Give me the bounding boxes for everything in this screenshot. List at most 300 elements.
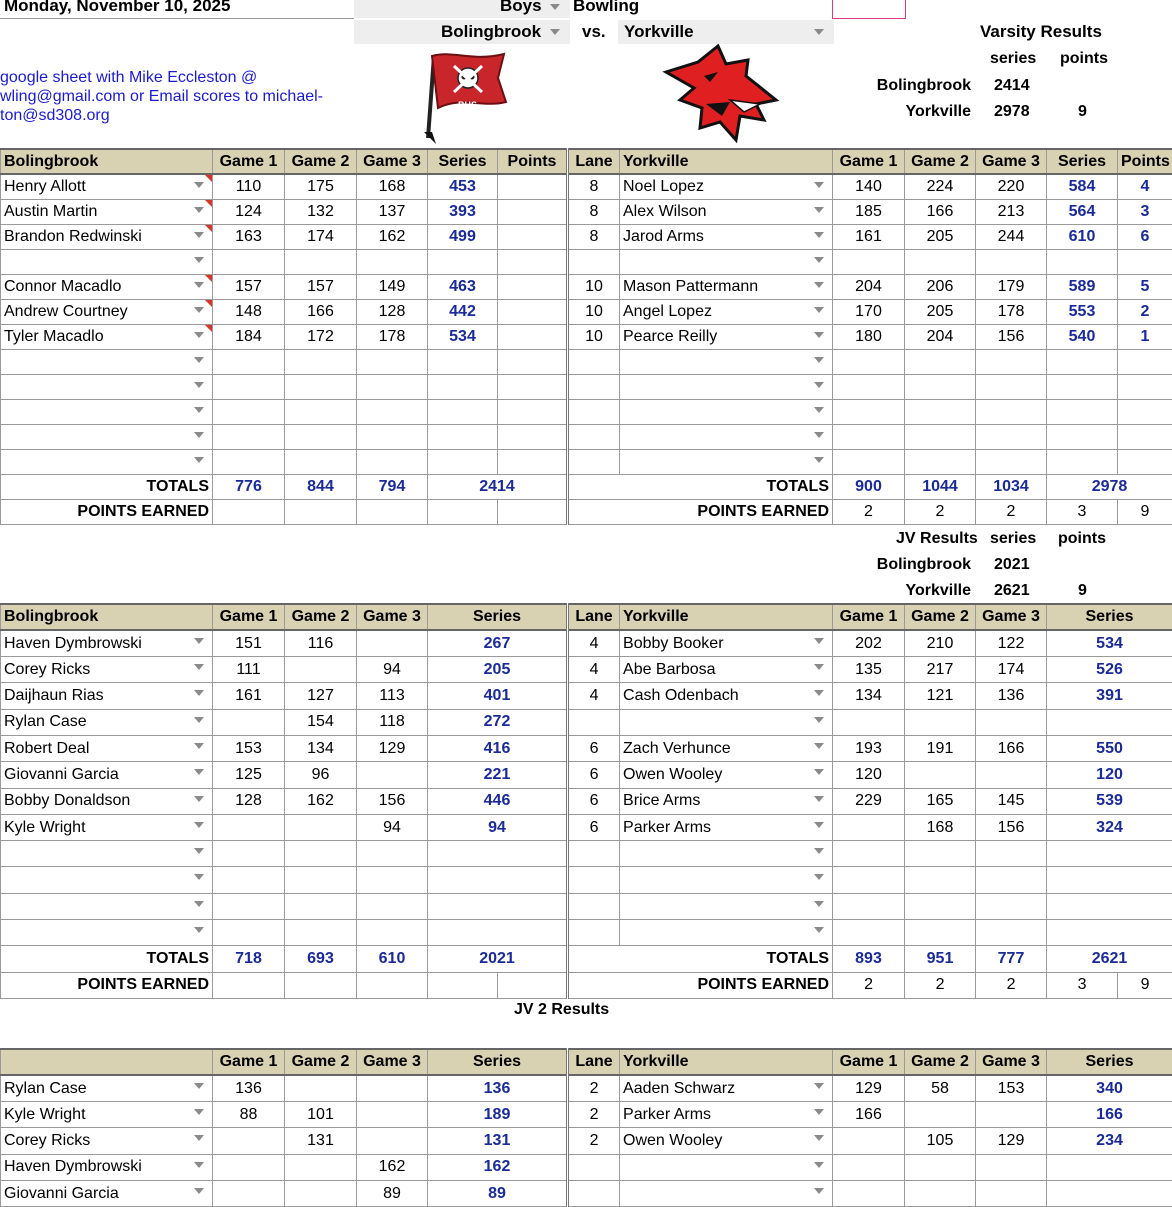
home-game1-cell[interactable] — [213, 735, 285, 761]
away-bowler-select[interactable] — [620, 249, 833, 274]
chevron-down-icon[interactable] — [194, 407, 204, 413]
home-game3-cell[interactable] — [357, 324, 428, 349]
chevron-down-icon[interactable] — [194, 332, 204, 338]
pink-cell[interactable] — [832, 0, 906, 19]
away-game1-cell[interactable] — [833, 762, 905, 788]
home-series-cell[interactable] — [428, 841, 568, 867]
away-game3-cell[interactable] — [976, 324, 1047, 349]
away-bowler-select[interactable] — [620, 788, 833, 814]
away-points-cell[interactable] — [1118, 249, 1172, 274]
away-game2-cell[interactable] — [905, 199, 976, 224]
home-game3-cell[interactable] — [357, 449, 428, 474]
chevron-down-icon[interactable] — [814, 1135, 824, 1141]
home-game1-cell[interactable] — [213, 841, 285, 867]
home-series-cell[interactable] — [428, 374, 498, 399]
away-bowler-select[interactable] — [620, 709, 833, 735]
lane-cell[interactable] — [568, 1154, 620, 1180]
away-game3-cell[interactable] — [976, 424, 1047, 449]
away-bowler-select[interactable] — [620, 630, 833, 656]
away-game2-cell[interactable] — [905, 920, 976, 946]
home-series-cell[interactable] — [428, 324, 498, 349]
away-game2-cell[interactable] — [905, 274, 976, 299]
away-game1-cell[interactable] — [833, 1075, 905, 1101]
home-game1-cell[interactable] — [213, 657, 285, 683]
away-game2-cell[interactable] — [905, 399, 976, 424]
home-bowler-select[interactable] — [1, 349, 213, 374]
home-game1-cell[interactable] — [213, 324, 285, 349]
away-bowler-select[interactable] — [620, 1128, 833, 1154]
home-series-cell[interactable] — [428, 199, 498, 224]
away-series-cell[interactable] — [1047, 349, 1118, 374]
away-series-cell[interactable] — [1047, 1154, 1172, 1180]
home-points-cell[interactable] — [498, 174, 568, 199]
chevron-down-icon[interactable] — [814, 1162, 824, 1168]
away-points-cell[interactable] — [1118, 449, 1172, 474]
lane-cell[interactable] — [568, 1075, 620, 1101]
chevron-down-icon[interactable] — [194, 874, 204, 880]
home-game1-cell[interactable] — [213, 1154, 285, 1180]
home-game2-cell[interactable] — [285, 1154, 357, 1180]
away-game2-cell[interactable] — [905, 709, 976, 735]
chevron-down-icon[interactable] — [194, 307, 204, 313]
chevron-down-icon[interactable] — [194, 927, 204, 933]
away-series-cell[interactable] — [1047, 709, 1172, 735]
home-bowler-select[interactable] — [1, 841, 213, 867]
home-series-cell[interactable] — [428, 893, 568, 919]
home-series-cell[interactable] — [428, 683, 568, 709]
chevron-down-icon[interactable] — [814, 822, 824, 828]
home-game3-cell[interactable] — [357, 709, 428, 735]
away-game2-cell[interactable] — [905, 683, 976, 709]
home-series-cell[interactable] — [428, 920, 568, 946]
away-game1-cell[interactable] — [833, 1128, 905, 1154]
home-game2-cell[interactable] — [285, 709, 357, 735]
chevron-down-icon[interactable] — [814, 1109, 824, 1115]
away-bowler-select[interactable] — [620, 893, 833, 919]
home-points-cell[interactable] — [498, 324, 568, 349]
home-points-cell[interactable] — [498, 374, 568, 399]
away-game1-cell[interactable] — [833, 424, 905, 449]
lane-cell[interactable] — [568, 224, 620, 249]
away-points-cell[interactable] — [1118, 424, 1172, 449]
home-series-cell[interactable] — [428, 274, 498, 299]
chevron-down-icon[interactable] — [814, 874, 824, 880]
chevron-down-icon[interactable] — [814, 848, 824, 854]
away-points-cell[interactable] — [1118, 299, 1172, 324]
lane-cell[interactable] — [568, 867, 620, 893]
away-series-cell[interactable] — [1047, 867, 1172, 893]
home-series-cell[interactable] — [428, 299, 498, 324]
away-game2-cell[interactable] — [905, 1128, 976, 1154]
away-series-cell[interactable] — [1047, 788, 1172, 814]
away-series-cell[interactable] — [1047, 762, 1172, 788]
home-game2-cell[interactable] — [285, 1180, 357, 1206]
away-series-cell[interactable] — [1047, 274, 1118, 299]
away-game1-cell[interactable] — [833, 788, 905, 814]
away-game2-cell[interactable] — [905, 174, 976, 199]
away-game3-cell[interactable] — [976, 299, 1047, 324]
away-game3-cell[interactable] — [976, 814, 1047, 840]
home-game1-cell[interactable] — [213, 449, 285, 474]
chevron-down-icon[interactable] — [814, 769, 824, 775]
home-game3-cell[interactable] — [357, 683, 428, 709]
chevron-down-icon[interactable] — [194, 717, 204, 723]
home-series-cell[interactable] — [428, 449, 498, 474]
home-bowler-select[interactable] — [1, 814, 213, 840]
home-game3-cell[interactable] — [357, 249, 428, 274]
chevron-down-icon[interactable] — [814, 690, 824, 696]
away-game3-cell[interactable] — [976, 274, 1047, 299]
away-game3-cell[interactable] — [976, 867, 1047, 893]
away-bowler-select[interactable] — [620, 224, 833, 249]
away-game3-cell[interactable] — [976, 1102, 1047, 1128]
home-game3-cell[interactable] — [357, 841, 428, 867]
away-points-cell[interactable] — [1118, 274, 1172, 299]
away-game3-cell[interactable] — [976, 920, 1047, 946]
home-game1-cell[interactable] — [213, 299, 285, 324]
home-game2-cell[interactable] — [285, 449, 357, 474]
home-game2-cell[interactable] — [285, 274, 357, 299]
home-game1-cell[interactable] — [213, 174, 285, 199]
away-bowler-select[interactable] — [620, 1180, 833, 1206]
home-game1-cell[interactable] — [213, 630, 285, 656]
home-game3-cell[interactable] — [357, 762, 428, 788]
away-game1-cell[interactable] — [833, 224, 905, 249]
home-game2-cell[interactable] — [285, 349, 357, 374]
away-game2-cell[interactable] — [905, 788, 976, 814]
away-bowler-select[interactable] — [620, 274, 833, 299]
away-game3-cell[interactable] — [976, 1180, 1047, 1206]
chevron-down-icon[interactable] — [814, 901, 824, 907]
lane-cell[interactable] — [568, 709, 620, 735]
away-series-cell[interactable] — [1047, 174, 1118, 199]
home-game1-cell[interactable] — [213, 709, 285, 735]
home-game3-cell[interactable] — [357, 1102, 428, 1128]
away-game2-cell[interactable] — [905, 630, 976, 656]
home-series-cell[interactable] — [428, 1102, 568, 1128]
lane-cell[interactable] — [568, 657, 620, 683]
home-game2-cell[interactable] — [285, 224, 357, 249]
chevron-down-icon[interactable] — [814, 257, 824, 263]
home-game2-cell[interactable] — [285, 814, 357, 840]
home-game2-cell[interactable] — [285, 249, 357, 274]
home-game1-cell[interactable] — [213, 1180, 285, 1206]
home-series-cell[interactable] — [428, 630, 568, 656]
home-bowler-select[interactable] — [1, 1075, 213, 1101]
home-game1-cell[interactable] — [213, 893, 285, 919]
lane-cell[interactable] — [568, 299, 620, 324]
away-series-cell[interactable] — [1047, 199, 1118, 224]
chevron-down-icon[interactable] — [194, 1109, 204, 1115]
home-game3-cell[interactable] — [357, 399, 428, 424]
home-points-cell[interactable] — [498, 299, 568, 324]
home-series-cell[interactable] — [428, 735, 568, 761]
away-game3-cell[interactable] — [976, 762, 1047, 788]
home-series-cell[interactable] — [428, 788, 568, 814]
away-game3-cell[interactable] — [976, 224, 1047, 249]
away-game2-cell[interactable] — [905, 1154, 976, 1180]
away-game2-cell[interactable] — [905, 349, 976, 374]
home-bowler-select[interactable] — [1, 199, 213, 224]
chevron-down-icon[interactable] — [194, 743, 204, 749]
away-bowler-select[interactable] — [620, 299, 833, 324]
home-game1-cell[interactable] — [213, 424, 285, 449]
home-bowler-select[interactable] — [1, 1128, 213, 1154]
home-series-cell[interactable] — [428, 1075, 568, 1101]
home-game2-cell[interactable] — [285, 374, 357, 399]
away-series-cell[interactable] — [1047, 683, 1172, 709]
home-game3-cell[interactable] — [357, 1128, 428, 1154]
away-game2-cell[interactable] — [905, 1102, 976, 1128]
home-game2-cell[interactable] — [285, 762, 357, 788]
home-series-cell[interactable] — [428, 1128, 568, 1154]
chevron-down-icon[interactable] — [194, 282, 204, 288]
lane-cell[interactable] — [568, 199, 620, 224]
home-series-cell[interactable] — [428, 399, 498, 424]
away-points-cell[interactable] — [1118, 349, 1172, 374]
home-game2-cell[interactable] — [285, 299, 357, 324]
away-game2-cell[interactable] — [905, 224, 976, 249]
home-game3-cell[interactable] — [357, 1180, 428, 1206]
away-game2-cell[interactable] — [905, 1075, 976, 1101]
chevron-down-icon[interactable] — [814, 332, 824, 338]
away-points-cell[interactable] — [1118, 199, 1172, 224]
home-game2-cell[interactable] — [285, 735, 357, 761]
home-series-cell[interactable] — [428, 1154, 568, 1180]
away-game2-cell[interactable] — [905, 841, 976, 867]
home-game1-cell[interactable] — [213, 867, 285, 893]
chevron-down-icon[interactable] — [194, 848, 204, 854]
away-series-cell[interactable] — [1047, 224, 1118, 249]
home-series-cell[interactable] — [428, 224, 498, 249]
away-game1-cell[interactable] — [833, 349, 905, 374]
home-game2-cell[interactable] — [285, 683, 357, 709]
home-bowler-select[interactable] — [1, 735, 213, 761]
away-game3-cell[interactable] — [976, 709, 1047, 735]
lane-cell[interactable] — [568, 174, 620, 199]
chevron-down-icon[interactable] — [814, 638, 824, 644]
away-bowler-select[interactable] — [620, 1154, 833, 1180]
chevron-down-icon[interactable] — [814, 927, 824, 933]
away-game1-cell[interactable] — [833, 1180, 905, 1206]
chevron-down-icon[interactable] — [194, 1083, 204, 1089]
home-series-cell[interactable] — [428, 709, 568, 735]
home-points-cell[interactable] — [498, 399, 568, 424]
away-bowler-select[interactable] — [620, 424, 833, 449]
away-game1-cell[interactable] — [833, 399, 905, 424]
home-bowler-select[interactable] — [1, 709, 213, 735]
away-game3-cell[interactable] — [976, 788, 1047, 814]
away-game1-cell[interactable] — [833, 274, 905, 299]
lane-cell[interactable] — [568, 249, 620, 274]
chevron-down-icon[interactable] — [814, 717, 824, 723]
chevron-down-icon[interactable] — [814, 357, 824, 363]
away-game2-cell[interactable] — [905, 249, 976, 274]
lane-cell[interactable] — [568, 399, 620, 424]
home-game3-cell[interactable] — [357, 867, 428, 893]
lane-cell[interactable] — [568, 893, 620, 919]
home-game1-cell[interactable] — [213, 762, 285, 788]
away-game1-cell[interactable] — [833, 867, 905, 893]
away-series-cell[interactable] — [1047, 449, 1118, 474]
home-game2-cell[interactable] — [285, 841, 357, 867]
away-bowler-select[interactable] — [620, 762, 833, 788]
away-bowler-select[interactable] — [620, 841, 833, 867]
away-game1-cell[interactable] — [833, 324, 905, 349]
home-series-cell[interactable] — [428, 1180, 568, 1206]
home-game3-cell[interactable] — [357, 274, 428, 299]
away-game1-cell[interactable] — [833, 841, 905, 867]
lane-cell[interactable] — [568, 374, 620, 399]
home-game1-cell[interactable] — [213, 274, 285, 299]
home-series-cell[interactable] — [428, 424, 498, 449]
chevron-down-icon[interactable] — [194, 232, 204, 238]
home-points-cell[interactable] — [498, 199, 568, 224]
chevron-down-icon[interactable] — [194, 769, 204, 775]
home-game3-cell[interactable] — [357, 920, 428, 946]
away-game3-cell[interactable] — [976, 349, 1047, 374]
away-bowler-select[interactable] — [620, 735, 833, 761]
home-game1-cell[interactable] — [213, 814, 285, 840]
chevron-down-icon[interactable] — [194, 432, 204, 438]
home-game2-cell[interactable] — [285, 324, 357, 349]
home-points-cell[interactable] — [498, 424, 568, 449]
away-game3-cell[interactable] — [976, 249, 1047, 274]
away-game2-cell[interactable] — [905, 424, 976, 449]
home-game3-cell[interactable] — [357, 174, 428, 199]
home-bowler-select[interactable] — [1, 174, 213, 199]
chevron-down-icon[interactable] — [814, 664, 824, 670]
away-game3-cell[interactable] — [976, 683, 1047, 709]
home-game2-cell[interactable] — [285, 1102, 357, 1128]
home-game3-cell[interactable] — [357, 788, 428, 814]
home-bowler-select[interactable] — [1, 324, 213, 349]
lane-cell[interactable] — [568, 449, 620, 474]
home-game3-cell[interactable] — [357, 1075, 428, 1101]
away-game1-cell[interactable] — [833, 709, 905, 735]
home-game3-cell[interactable] — [357, 374, 428, 399]
home-bowler-select[interactable] — [1, 762, 213, 788]
away-game1-cell[interactable] — [833, 449, 905, 474]
away-series-cell[interactable] — [1047, 735, 1172, 761]
home-game2-cell[interactable] — [285, 920, 357, 946]
chevron-down-icon[interactable] — [814, 432, 824, 438]
home-game3-cell[interactable] — [357, 657, 428, 683]
lane-cell[interactable] — [568, 349, 620, 374]
chevron-down-icon[interactable] — [814, 382, 824, 388]
away-game3-cell[interactable] — [976, 449, 1047, 474]
lane-cell[interactable] — [568, 324, 620, 349]
home-game1-cell[interactable] — [213, 399, 285, 424]
home-bowler-select[interactable] — [1, 630, 213, 656]
chevron-down-icon[interactable] — [194, 822, 204, 828]
lane-cell[interactable] — [568, 814, 620, 840]
home-game1-cell[interactable] — [213, 224, 285, 249]
home-game1-cell[interactable] — [213, 1075, 285, 1101]
home-game3-cell[interactable] — [357, 893, 428, 919]
chevron-down-icon[interactable] — [814, 796, 824, 802]
away-series-cell[interactable] — [1047, 424, 1118, 449]
chevron-down-icon[interactable] — [194, 257, 204, 263]
home-game3-cell[interactable] — [357, 630, 428, 656]
away-points-cell[interactable] — [1118, 399, 1172, 424]
away-game3-cell[interactable] — [976, 735, 1047, 761]
lane-cell[interactable] — [568, 683, 620, 709]
home-game1-cell[interactable] — [213, 249, 285, 274]
home-bowler-select[interactable] — [1, 867, 213, 893]
away-game3-cell[interactable] — [976, 841, 1047, 867]
away-game3-cell[interactable] — [976, 630, 1047, 656]
away-game2-cell[interactable] — [905, 324, 976, 349]
away-series-cell[interactable] — [1047, 1075, 1172, 1101]
away-series-cell[interactable] — [1047, 399, 1118, 424]
away-game1-cell[interactable] — [833, 299, 905, 324]
chevron-down-icon[interactable] — [814, 207, 824, 213]
home-series-cell[interactable] — [428, 657, 568, 683]
away-series-cell[interactable] — [1047, 374, 1118, 399]
away-game3-cell[interactable] — [976, 1154, 1047, 1180]
home-bowler-select[interactable] — [1, 893, 213, 919]
away-game2-cell[interactable] — [905, 814, 976, 840]
away-points-cell[interactable] — [1118, 374, 1172, 399]
home-bowler-select[interactable] — [1, 449, 213, 474]
home-game1-cell[interactable] — [213, 349, 285, 374]
away-game2-cell[interactable] — [905, 893, 976, 919]
home-game2-cell[interactable] — [285, 788, 357, 814]
home-bowler-select[interactable] — [1, 249, 213, 274]
home-game3-cell[interactable] — [357, 299, 428, 324]
home-game1-cell[interactable] — [213, 199, 285, 224]
away-series-cell[interactable] — [1047, 841, 1172, 867]
home-points-cell[interactable] — [498, 449, 568, 474]
away-game2-cell[interactable] — [905, 867, 976, 893]
away-game1-cell[interactable] — [833, 374, 905, 399]
away-bowler-select[interactable] — [620, 867, 833, 893]
home-series-cell[interactable] — [428, 349, 498, 374]
away-game3-cell[interactable] — [976, 893, 1047, 919]
away-series-cell[interactable] — [1047, 893, 1172, 919]
home-bowler-select[interactable] — [1, 683, 213, 709]
chevron-down-icon[interactable] — [194, 796, 204, 802]
home-game2-cell[interactable] — [285, 630, 357, 656]
home-game2-cell[interactable] — [285, 657, 357, 683]
gender-select[interactable] — [354, 0, 570, 18]
away-game2-cell[interactable] — [905, 449, 976, 474]
away-game3-cell[interactable] — [976, 174, 1047, 199]
chevron-down-icon[interactable] — [194, 638, 204, 644]
chevron-down-icon[interactable] — [194, 382, 204, 388]
home-game3-cell[interactable] — [357, 199, 428, 224]
chevron-down-icon[interactable] — [814, 407, 824, 413]
away-game2-cell[interactable] — [905, 1180, 976, 1206]
lane-cell[interactable] — [568, 630, 620, 656]
away-game2-cell[interactable] — [905, 762, 976, 788]
lane-cell[interactable] — [568, 1128, 620, 1154]
away-bowler-select[interactable] — [620, 920, 833, 946]
away-game2-cell[interactable] — [905, 735, 976, 761]
home-bowler-select[interactable] — [1, 299, 213, 324]
away-game1-cell[interactable] — [833, 174, 905, 199]
away-game1-cell[interactable] — [833, 814, 905, 840]
chevron-down-icon[interactable] — [814, 1188, 824, 1194]
chevron-down-icon[interactable] — [194, 664, 204, 670]
home-game1-cell[interactable] — [213, 374, 285, 399]
home-game1-cell[interactable] — [213, 683, 285, 709]
home-game1-cell[interactable] — [213, 920, 285, 946]
away-game1-cell[interactable] — [833, 199, 905, 224]
chevron-down-icon[interactable] — [814, 743, 824, 749]
home-bowler-select[interactable] — [1, 399, 213, 424]
